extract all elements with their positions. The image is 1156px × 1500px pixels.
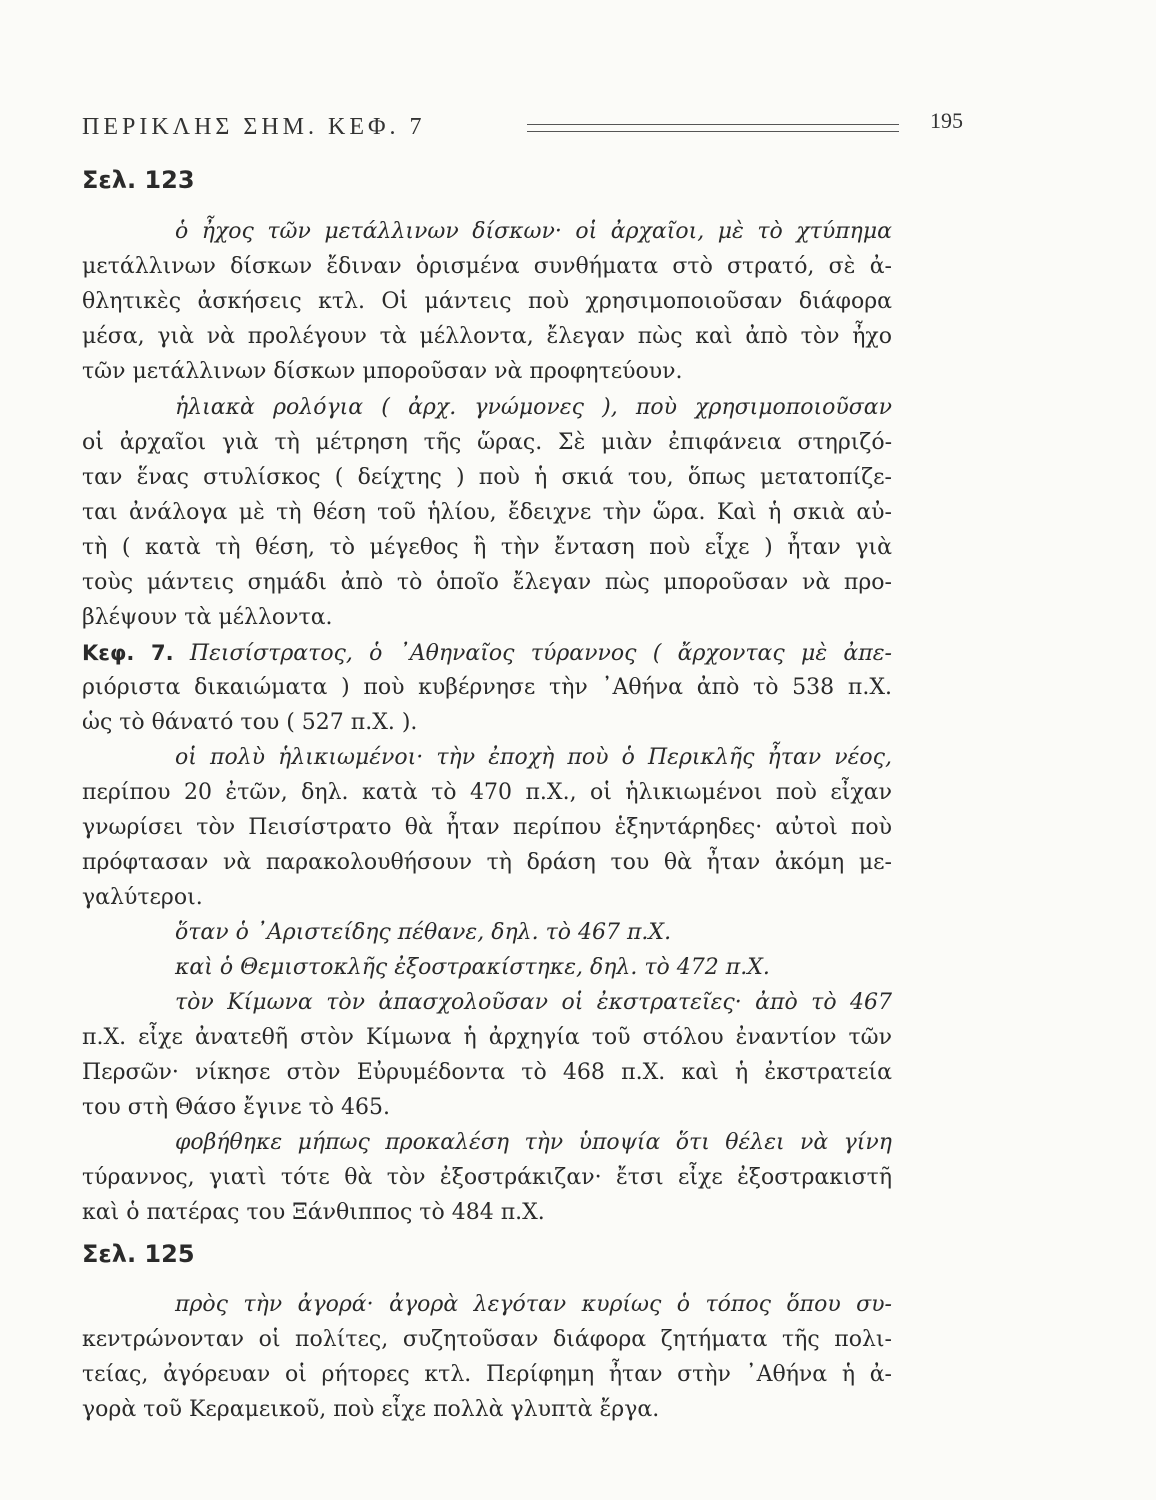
chapter-label: Κεφ. 7.	[82, 641, 174, 665]
text-line: καὶ ὁ πατέρας του Ξάνθιππος τὸ 484 π.Χ.	[82, 1200, 545, 1225]
section-heading-125: Σελ. 125	[82, 1240, 195, 1268]
text-line: Περσῶν· νίκησε στὸν Εὐρυμέδοντα τὸ 468 π.Χ. καὶ ἡ ἐκστρατεία	[82, 1060, 892, 1085]
text-line: κεντρώνονταν οἱ πολίτες, συζητοῦσαν διάφορα ζητήματα τῆς πολι-	[82, 1327, 892, 1352]
text-line: τὴ ( κατὰ τὴ θέση, τὸ μέγεθος ἢ τὴν ἔνταση ποὺ εἶχε ) ἦταν γιὰ	[82, 535, 892, 560]
running-head	[82, 108, 963, 148]
text-line: ὡς τὸ θάνατό του ( 527 π.Χ. ).	[82, 710, 418, 735]
text-line: ταν ἕνας στυλίσκος ( δείχτης ) ποὺ ἡ σκιά του, ὅπως μετατοπίζε-	[82, 465, 892, 490]
text-line: π.Χ. εἶχε ἀνατεθῆ στὸν Κίμωνα ἡ ἀρχηγία τοῦ στόλου ἐναντίον τῶν	[82, 1025, 892, 1050]
text-line: μέσα, γιὰ νὰ προλέγουν τὰ μέλλοντα, ἔλεγαν πὼς καὶ ἀπὸ τὸν ἦχο	[82, 324, 892, 349]
text-line: γορὰ τοῦ Κεραμεικοῦ, ποὺ εἶχε πολλὰ γλυπτὰ ἔργα.	[82, 1397, 660, 1422]
text-line: βλέψουν τὰ μέλλοντα.	[82, 605, 333, 630]
text-line: του στὴ Θάσο ἔγινε τὸ 465.	[82, 1095, 391, 1120]
text-line: τείας, ἀγόρευαν οἱ ρήτορες κτλ. Περίφημη ἦταν στὴν ᾿Αθήνα ἡ ἀ-	[82, 1362, 892, 1387]
text-line: τοὺς μάντεις σημάδι ἀπὸ τὸ ὁποῖο ἔλεγαν πὼς μποροῦσαν νὰ προ-	[82, 570, 892, 595]
section-heading-123: Σελ. 123	[82, 166, 195, 194]
text-line: Κεφ. 7. Πεισίστρατος, ὁ ᾿Αθηναῖος τύραννος ( ἄρχοντας μὲ ἀπε-	[82, 641, 892, 666]
text-line: ὅταν ὁ ᾿Αριστείδης πέθανε, δηλ. τὸ 467 π.Χ.	[175, 920, 672, 945]
text-line: ἡλιακὰ ρολόγια ( ἀρχ. γνώμονες ), ποὺ χρησιμοποιοῦσαν	[175, 395, 892, 420]
text-line: καὶ ὁ Θεμιστοκλῆς ἐξοστρακίστηκε, δηλ. τὸ 472 π.Χ.	[175, 955, 770, 980]
text-line: ριόριστα δικαιώματα ) ποὺ κυβέρνησε τὴν ᾿Αθήνα ἀπὸ τὸ 538 π.Χ.	[82, 675, 892, 700]
text-line: οἱ ἀρχαῖοι γιὰ τὴ μέτρηση τῆς ὥρας. Σὲ μιὰν ἐπιφάνεια στηριζό-	[82, 430, 892, 455]
text-line: γνωρίσει τὸν Πεισίστρατο θὰ ἦταν περίπου ἑξηντάρηδες· αὐτοὶ ποὺ	[82, 815, 892, 840]
page-number: 195	[930, 108, 963, 133]
text-line: γαλύτεροι.	[82, 885, 203, 910]
text-line: οἱ πολὺ ἡλικιωμένοι· τὴν ἐποχὴ ποὺ ὁ Περικλῆς ἦταν νέος,	[175, 745, 892, 770]
text-line: τῶν μετάλλινων δίσκων μποροῦσαν νὰ προφητεύουν.	[82, 359, 683, 384]
text-line: ὁ ἦχος τῶν μετάλλινων δίσκων· οἱ ἀρχαῖοι, μὲ τὸ χτύπημα	[175, 219, 892, 244]
text-line: ται ἀνάλογα μὲ τὴ θέση τοῦ ἡλίου, ἔδειχνε τὴν ὥρα. Καὶ ἡ σκιὰ αὐ-	[82, 500, 892, 525]
running-head-title: ΠΕΡΙΚΛΗΣ ΣΗΜ. ΚΕΦ. 7	[82, 114, 426, 140]
text-line: θλητικὲς ἀσκήσεις κτλ. Οἱ μάντεις ποὺ χρησιμοποιοῦσαν διάφορα	[82, 289, 892, 314]
text-line: πρὸς τὴν ἀγορά· ἀγορὰ λεγόταν κυρίως ὁ τόπος ὅπου συ-	[175, 1292, 892, 1317]
running-head-rule	[527, 124, 899, 132]
text-line: φοβήθηκε μήπως προκαλέση τὴν ὑποψία ὅτι θέλει νὰ γίνη	[175, 1130, 892, 1155]
text-line: μετάλλινων δίσκων ἔδιναν ὁρισμένα συνθήματα στὸ στρατό, σὲ ἀ-	[82, 254, 892, 279]
text-line: περίπου 20 ἐτῶν, δηλ. κατὰ τὸ 470 π.Χ., οἱ ἡλικιωμένοι ποὺ εἶχαν	[82, 780, 892, 805]
text-line: τύραννος, γιατὶ τότε θὰ τὸν ἐξοστράκιζαν· ἔτσι εἶχε ἐξοστρακιστῆ	[82, 1165, 892, 1190]
text-line: τὸν Κίμωνα τὸν ἀπασχολοῦσαν οἱ ἐκστρατεῖες· ἀπὸ τὸ 467	[175, 990, 892, 1015]
text-line: πρόφτασαν νὰ παρακολουθήσουν τὴ δράση του θὰ ἦταν ἀκόμη με-	[82, 850, 892, 875]
